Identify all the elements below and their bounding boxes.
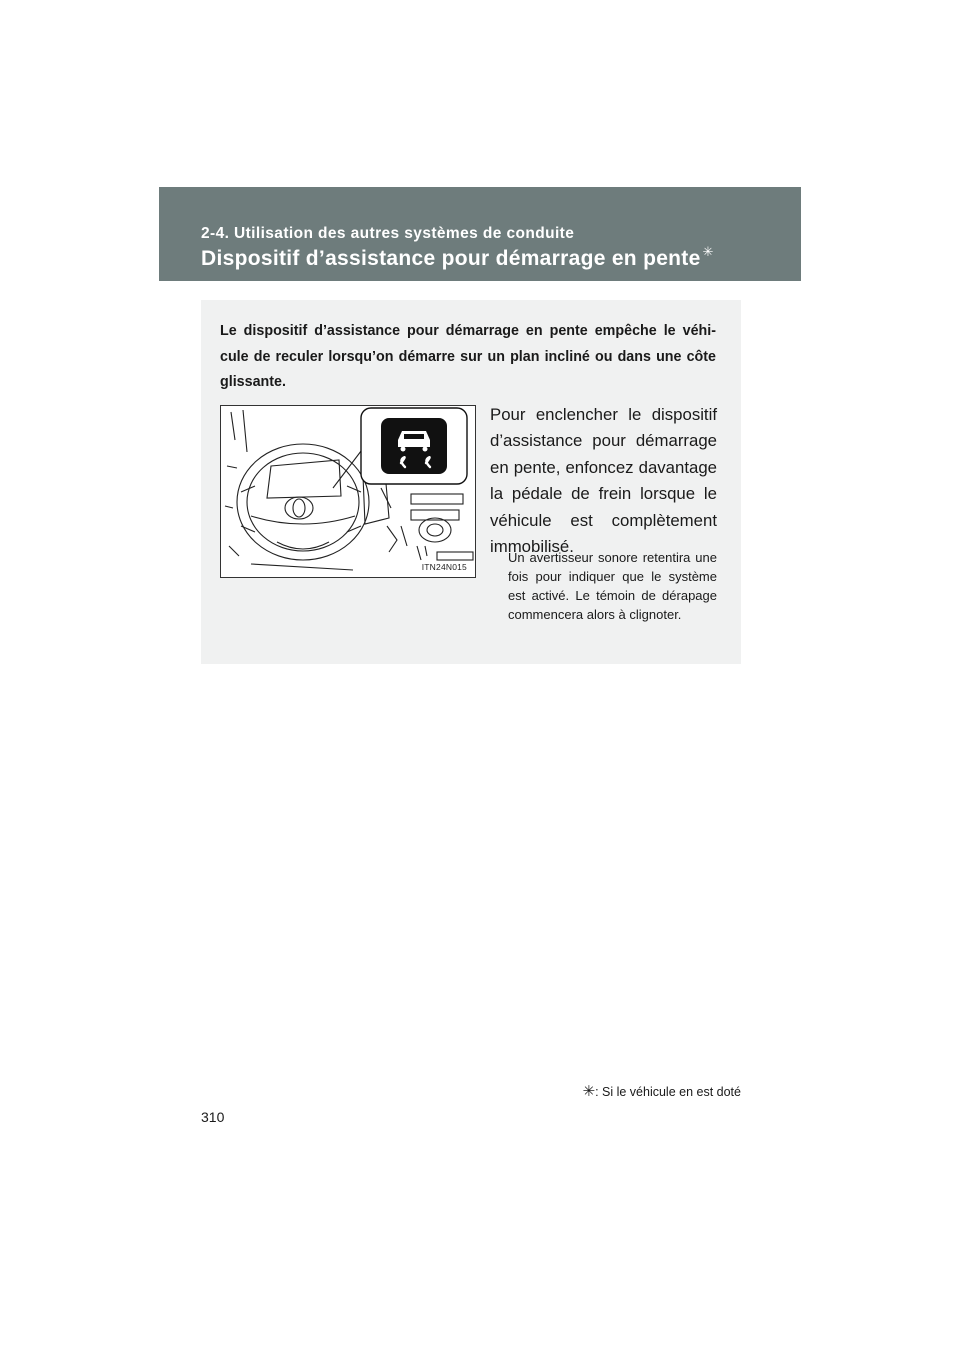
section-header: [159, 187, 801, 281]
page-title-text: Dispositif d’assistance pour démarrage en pente: [201, 247, 701, 270]
asterisk-icon: ✳: [702, 244, 714, 259]
steering-wheel-drawing: [221, 406, 475, 577]
page-number: 310: [201, 1109, 225, 1125]
dashboard-illustration: [220, 405, 476, 578]
figure-code: ITN24N015: [421, 562, 467, 572]
section-label: 2-4. Utilisation des autres systèmes de conduite: [201, 225, 575, 242]
page-title: [201, 244, 714, 271]
asterisk-icon: ✳: [582, 1083, 596, 1100]
footnote-text: : Si le véhicule en est doté: [595, 1085, 741, 1099]
content-panel: [201, 300, 741, 664]
note-text: Un avertisseur sonore retentira une fois pour indiquer que le système est activé. Le témoin de dérapage commencera alors à clignoter.: [508, 550, 717, 622]
intro-text: Le dispositif d’assistance pour démarrage en pente empêche le véhi-cule de reculer lorsqu’on démarre sur un plan incliné ou dans une côte glissante.: [220, 323, 716, 390]
footnote: [582, 1082, 741, 1100]
instruction-text: Pour enclencher le dispositif d’assistance pour démarrage en pente, enfoncez davantage la pédale de frein lorsque le véhicule est complètement immobilisé.: [490, 405, 717, 557]
